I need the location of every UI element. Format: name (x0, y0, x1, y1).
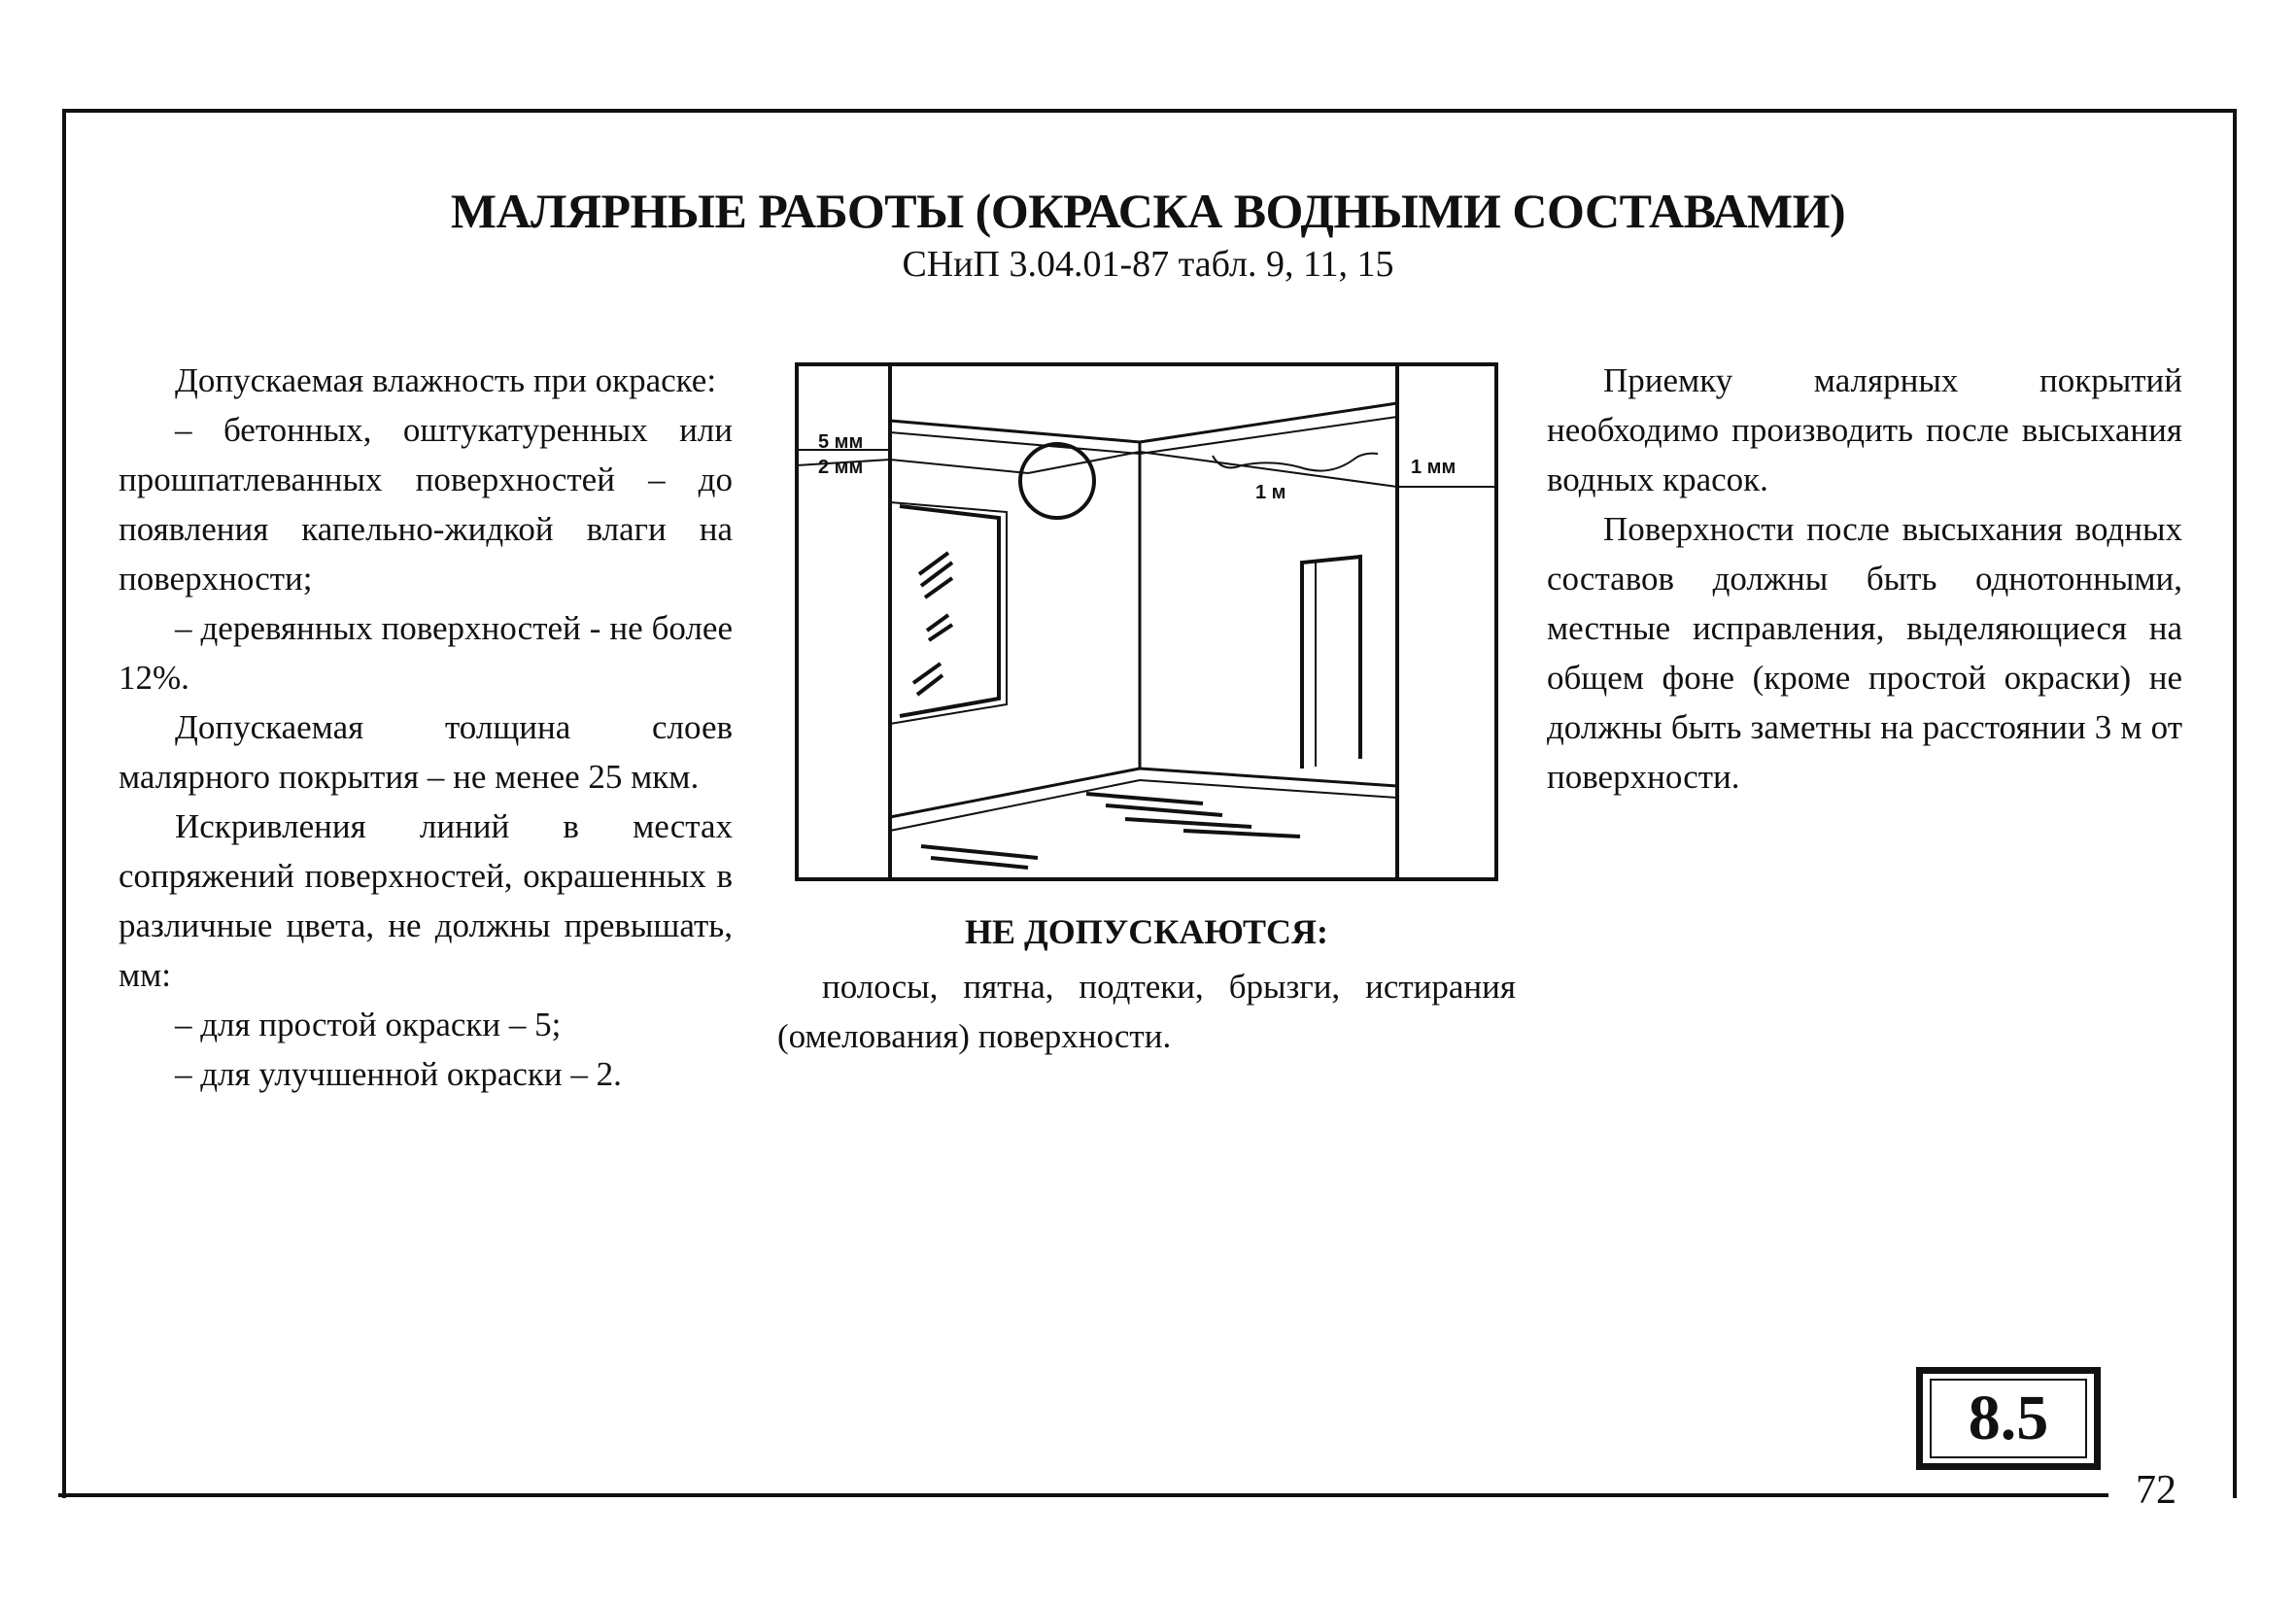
drip-stain (1213, 454, 1378, 471)
caption-text: полосы, пятна, подтеки, брызги, истирания (омелования) поверхности. (777, 968, 1516, 1055)
page-number: 72 (2136, 1468, 2176, 1513)
line-curvature: Искривления линий в местах сопряжений поверхностей, окрашенных в различные цвета, не должны превышать, мм: (119, 807, 733, 994)
door-frame (1302, 557, 1360, 769)
label-1m: 1 м (1255, 482, 1286, 503)
label-1mm: 1 мм (1411, 457, 1456, 478)
humidity-concrete: – бетонных, оштукатуренных или прошпатлеванных поверхностей – до появления капельно-жидкой влаги на поверхности; (119, 411, 733, 598)
frame-left-border (62, 109, 66, 1498)
section-number: 8.5 (1930, 1379, 2087, 1458)
curvature-improved: – для улучшенной окраски – 2. (175, 1055, 622, 1093)
cornice-line-left (890, 432, 1140, 454)
window-frame (900, 506, 999, 716)
window-outer (890, 502, 1007, 724)
window-glare-marks (913, 553, 952, 695)
room-illustration (795, 362, 1498, 881)
floor-streaks (921, 794, 1300, 868)
frame-top-border (62, 109, 2237, 113)
surface-requirements: Поверхности после высыхания водных составов должны быть однотонными, местные исправления, выделяющиеся на общем фоне (кроме простой окраски) не должны быть заметны на расстоянии 3 м от поверхности. (1547, 510, 2182, 796)
section-badge (1916, 1367, 2101, 1470)
left-column (119, 356, 733, 1099)
label-2mm: 2 мм (818, 457, 864, 478)
curvature-simple: – для простой окраски – 5; (175, 1006, 562, 1043)
humidity-wood: – деревянных поверхностей - не более 12%. (119, 609, 733, 697)
humidity-intro: Допускаемая влажность при окраске: (175, 361, 717, 399)
color-boundary-left (890, 460, 1028, 473)
caption-body (777, 962, 1516, 1061)
defect-highlight-circle (1020, 444, 1094, 518)
coating-thickness: Допускаемая толщина слоев малярного покрытия – не менее 25 мкм. (119, 708, 733, 796)
page-subtitle: СНиП 3.04.01-87 табл. 9, 11, 15 (902, 244, 1394, 285)
room-drawing (795, 362, 1498, 881)
skirting-left (890, 780, 1140, 831)
caption-heading: НЕ ДОПУСКАЮТСЯ: (965, 912, 1328, 951)
floor-line-left (890, 769, 1140, 817)
label-5mm: 5 мм (818, 431, 864, 453)
ceiling-line-left (890, 421, 1140, 442)
page-title: МАЛЯРНЫЕ РАБОТЫ (ОКРАСКА ВОДНЫМИ СОСТАВАМИ) (450, 184, 1846, 238)
frame-bottom-border (58, 1493, 2108, 1497)
acceptance-text: Приемку малярных покрытий необходимо производить после высыхания водных красок. (1547, 361, 2182, 498)
right-column (1547, 356, 2182, 802)
frame-right-border (2233, 109, 2237, 1498)
